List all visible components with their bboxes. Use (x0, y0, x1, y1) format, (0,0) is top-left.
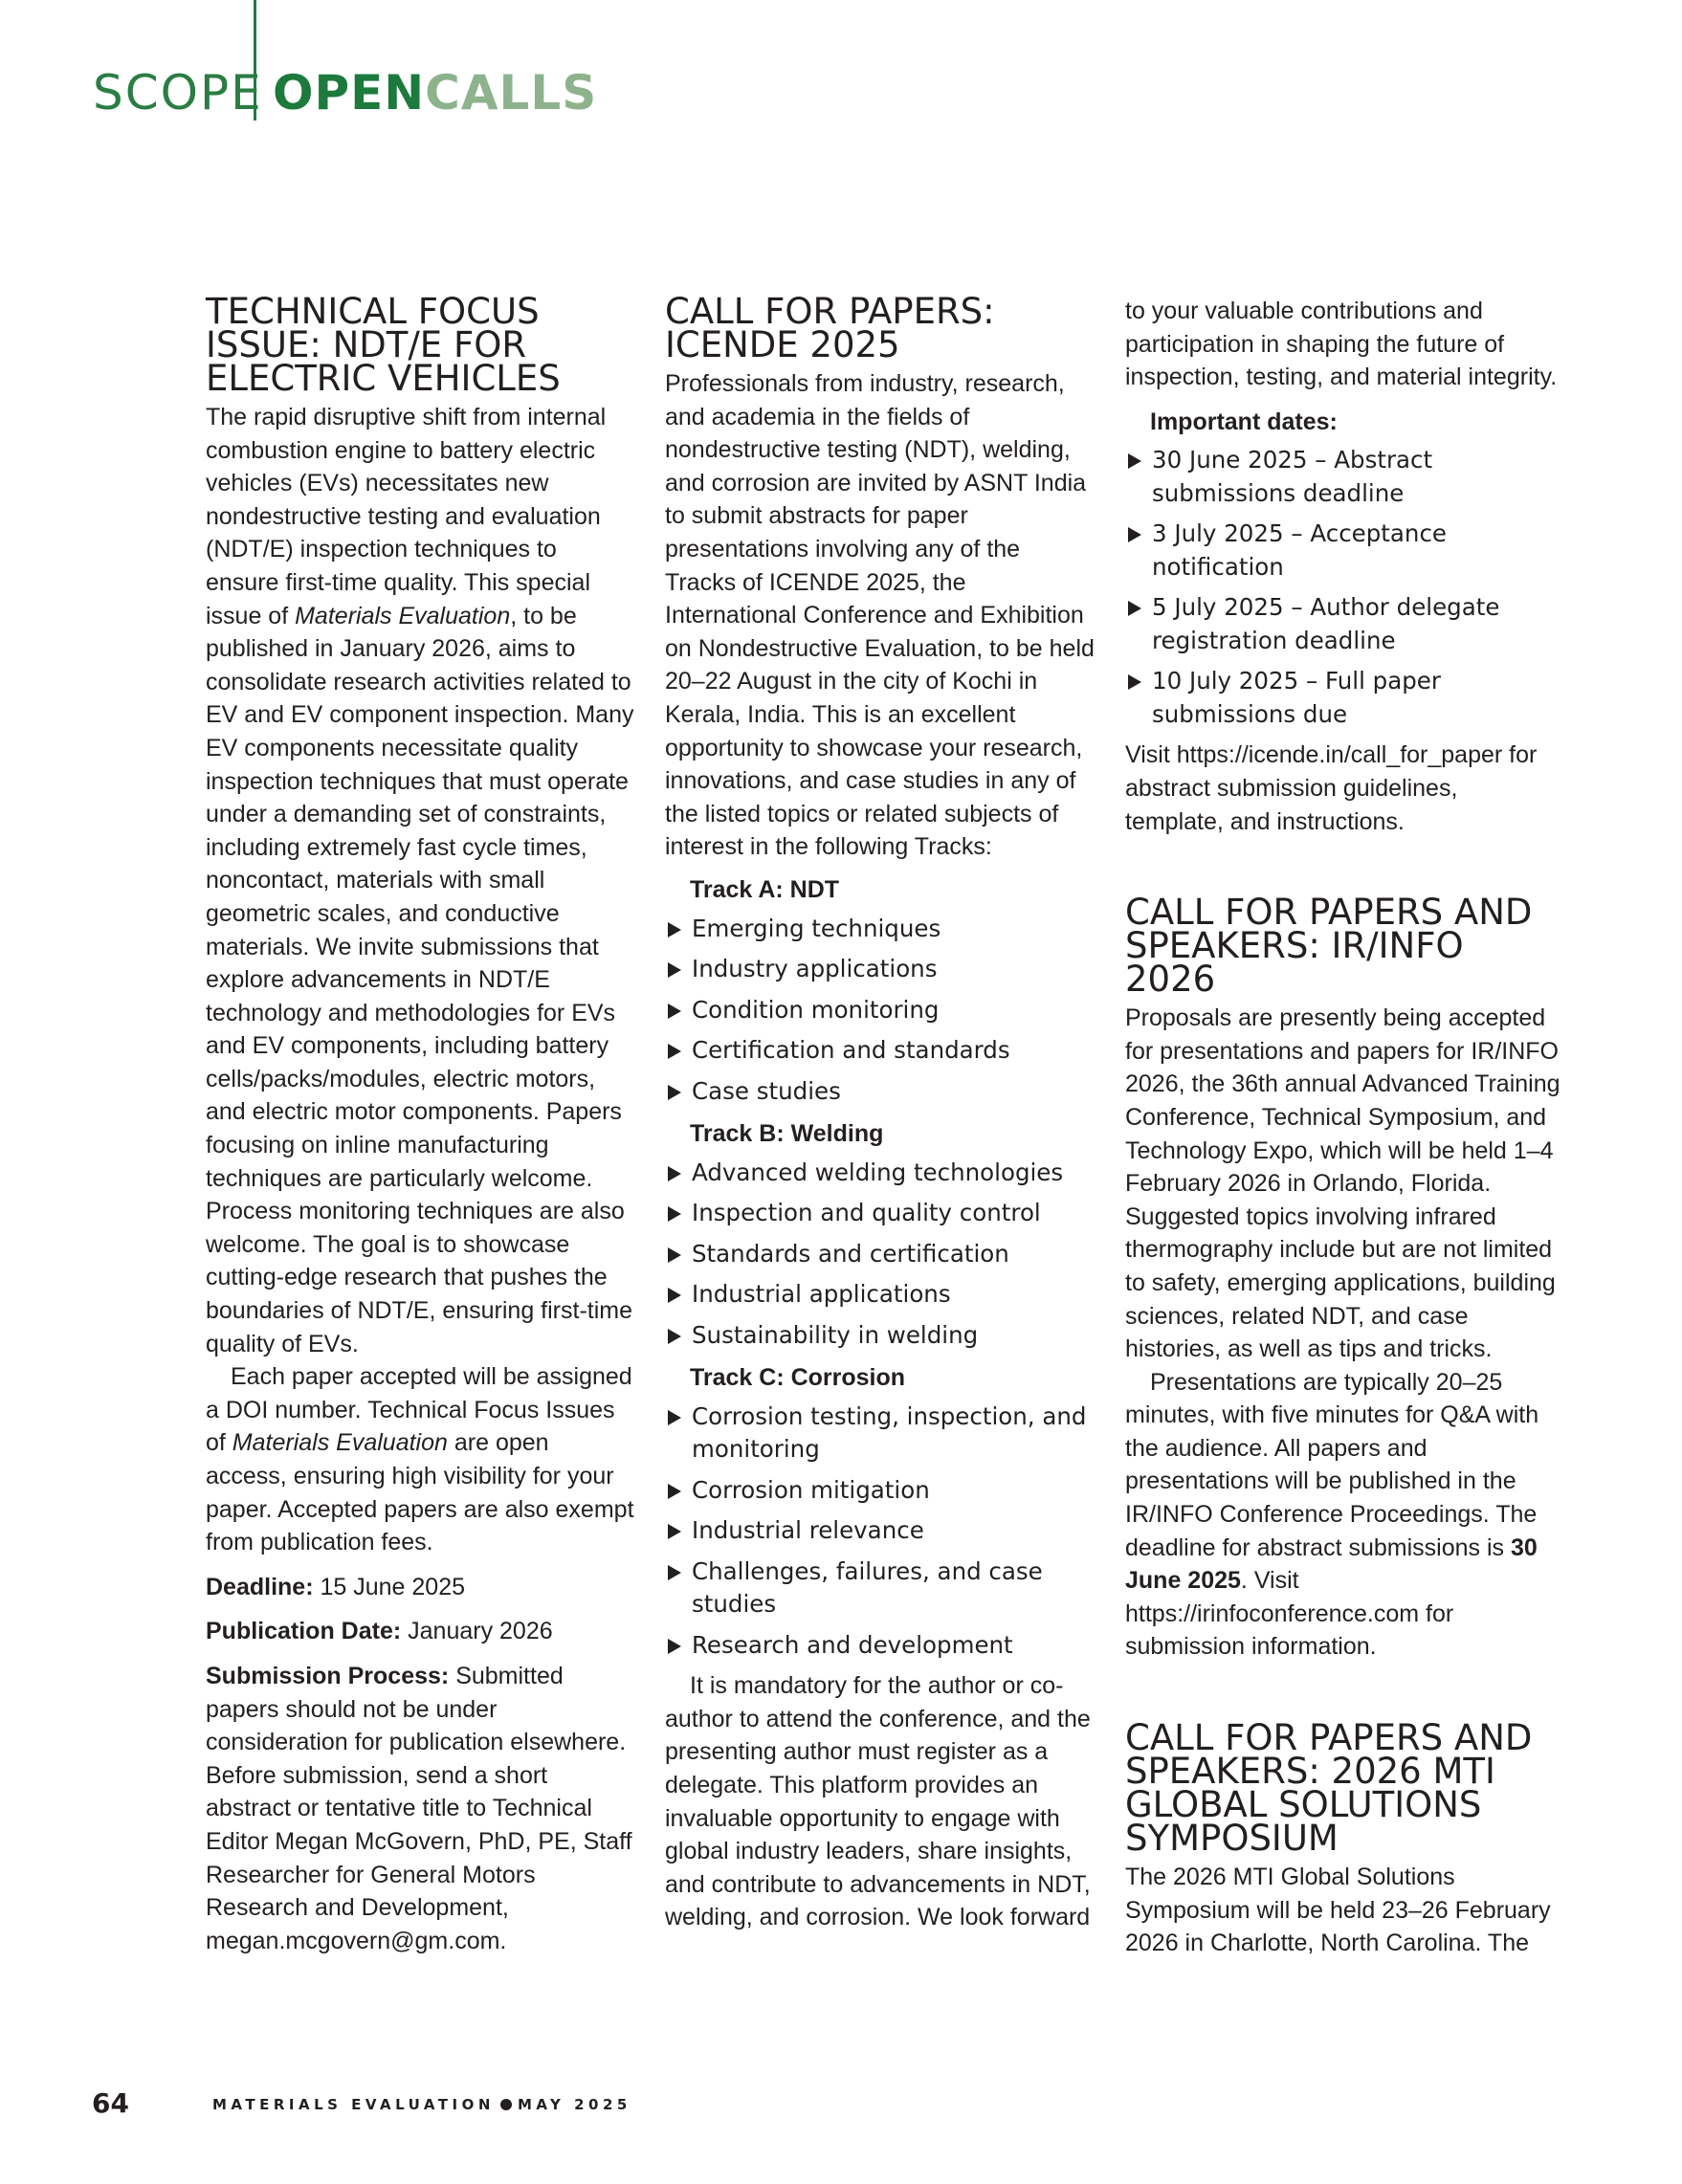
deadline-label: Deadline: (206, 1573, 314, 1600)
triangle-bullet-icon (1128, 601, 1141, 616)
column-icende (665, 291, 1096, 1934)
list-item (665, 1401, 1096, 1467)
list-item-text: Corrosion testing, inspection, and monitoring (692, 1401, 1087, 1464)
section-label: SCOPE (93, 65, 263, 121)
list-item-text: Certification and standards (692, 1036, 1010, 1064)
list-item (665, 1075, 1096, 1109)
list-item (665, 1157, 1096, 1190)
article-paragraph (1125, 1366, 1560, 1664)
list-item-text: Industry applications (692, 955, 938, 982)
deadline-value: 15 June 2025 (313, 1573, 466, 1600)
list-item-text: Corrosion mitigation (692, 1475, 930, 1504)
triangle-bullet-icon (668, 1085, 681, 1100)
triangle-bullet-icon (1128, 674, 1141, 690)
triangle-bullet-icon (668, 1565, 681, 1580)
article-paragraph (206, 401, 636, 1360)
article-paragraph (206, 1360, 636, 1559)
submission-process-label: Submission Process: (206, 1662, 450, 1689)
list-item-text: 30 June 2025 – Abstract submissions deadline (1152, 446, 1433, 507)
track-heading: Track C: Corrosion (690, 1364, 906, 1392)
track-heading: Track A: NDT (690, 875, 840, 903)
bullet-dot-icon (500, 2099, 512, 2110)
department-label (273, 65, 597, 121)
list-item (665, 1197, 1096, 1230)
list-item (665, 1555, 1096, 1621)
triangle-bullet-icon (668, 1206, 681, 1222)
article-paragraph: Proposals are presently being accepted for presentations and papers for IR/INFO 2026, the 36th annual Advanced Training Conference, Technical Symposium, and Technology Expo, which will be held 1–4 February 2026 in Orlando, Florida. Suggested topics involving infrared thermography include but are not limited to safety, emerging applications, building sciences, related NDT, and case histories, as well as tips and tricks. (1125, 1004, 1560, 1363)
list-item (665, 1629, 1096, 1663)
list-item-text: Advanced welding technologies (692, 1158, 1064, 1186)
list-item (665, 913, 1096, 946)
section-spacer (1125, 1664, 1560, 1721)
triangle-bullet-icon (668, 1639, 681, 1654)
track-list (665, 913, 1096, 1109)
list-item-text: Condition monitoring (692, 995, 940, 1024)
department-calls: CALLS (425, 65, 598, 121)
list-item-text: 10 July 2025 – Full paper submissions due (1152, 667, 1441, 728)
list-item-text: Industrial applications (692, 1280, 951, 1309)
paragraph-text: , to be published in January 2026, aims to consolidate research activities related to EV and EV component inspection. Many EV components necessitate quality inspection techniques that must operate under a demanding set of constraints, including extremely fast cycle times, noncontact, materials with small geometric scales, and conductive materials. We invite submissions that explore advancements in NDT/E technology and methodologies for EVs and EV components, including battery cells/packs/modules, electric motors, and electric motor components. Papers focusing on inline manufacturing techniques are particularly welcome. Process monitoring techniques are also welcome. The goal is to showcase cutting-edge research that pushes the boundaries of NDT/E, ensuring first-time quality of EVs. (206, 602, 634, 1357)
triangle-bullet-icon (1128, 527, 1141, 542)
department-open: OPEN (273, 65, 426, 121)
section-spacer (1125, 838, 1560, 895)
list-item-text: Standards and certification (692, 1239, 1009, 1268)
list-item (665, 1238, 1096, 1271)
article-paragraph: Visit https://icende.in/call_for_paper for abstract submission guidelines, template, and instructions. (1125, 741, 1538, 835)
magazine-name: MATERIALS EVALUATION (212, 2096, 495, 2113)
triangle-bullet-icon (668, 1484, 681, 1499)
page-number: 64 (92, 2087, 129, 2119)
journal-name: Materials Evaluation (232, 1429, 448, 1457)
list-item-text: Challenges, failures, and case studies (692, 1556, 1043, 1619)
important-dates-heading: Important dates: (1150, 408, 1338, 435)
submission-process-value: Submitted papers should not be under consideration for publication elsewhere. Before submission, send a short abstract or tentative title to Technical Editor Megan McGovern, PhD, PE, Staff Researcher for General Motors Research and Development, megan.mcgovern@gm.com. (206, 1662, 632, 1954)
list-item (665, 1034, 1096, 1068)
paragraph-text: The rapid disruptive shift from internal combustion engine to battery electric vehicles (EVs) necessitates new nondestructive testing and evaluation (NDT/E) inspection techniques to ensure first-time quality. This special issue of (206, 404, 607, 629)
list-item (1125, 444, 1560, 510)
triangle-bullet-icon (668, 1044, 681, 1059)
paragraph-text: Presentations are typically 20–25 minutes, with five minutes for Q&A with the audience. All papers and presentations will be published in the IR/INFO Conference Proceedings. The deadline for abstract submissions is (1125, 1368, 1539, 1561)
triangle-bullet-icon (668, 1247, 681, 1263)
publication-date-line (206, 1615, 636, 1648)
list-item (1125, 518, 1560, 584)
list-item-text: Sustainability in welding (692, 1320, 979, 1349)
triangle-bullet-icon (668, 1329, 681, 1344)
triangle-bullet-icon (668, 1166, 681, 1181)
paragraph-text: Each paper accepted will be assigned a DOI number. Technical Focus Issues of (206, 1363, 632, 1457)
article-title: CALL FOR PAPERS AND SPEAKERS: IR/INFO 2026 (1125, 892, 1533, 1001)
list-item-text: 3 July 2025 – Acceptance notification (1152, 519, 1447, 581)
list-item-text: Industrial relevance (692, 1516, 924, 1545)
list-item (1125, 591, 1560, 657)
track-list (665, 1157, 1096, 1353)
triangle-bullet-icon (668, 1004, 681, 1019)
article-title: CALL FOR PAPERS AND SPEAKERS: 2026 MTI GLOBAL SOLUTIONS SYMPOSIUM (1125, 1717, 1533, 1860)
list-item (665, 953, 1096, 986)
deadline-line (206, 1571, 636, 1604)
list-item (665, 1319, 1096, 1353)
column-continued-calls (1125, 295, 1560, 1960)
article-paragraph: The 2026 MTI Global Solutions Symposium will be held 23–26 February 2026 in Charlotte, North Carolina. The (1125, 1864, 1551, 1957)
list-item (665, 994, 1096, 1027)
triangle-bullet-icon (1128, 453, 1141, 469)
deadline-date: 30 June 2025 (1125, 1533, 1538, 1595)
article-title: CALL FOR PAPERS: ICENDE 2025 (665, 291, 995, 365)
triangle-bullet-icon (668, 962, 681, 978)
issue-date: MAY 2025 (517, 2096, 631, 2113)
article-paragraph: It is mandatory for the author or co-author to attend the conference, and the presenting author must register as a delegate. This platform provides an invaluable opportunity to engage with global industry leaders, share insights, and contribute to advancements in NDT, welding, and corrosion. We look forward (665, 1672, 1091, 1931)
list-item (1125, 665, 1560, 731)
list-item-text: Inspection and quality control (692, 1199, 1041, 1227)
important-dates-list (1125, 444, 1560, 731)
article-paragraph: Professionals from industry, research, and academia in the fields of nondestructive testing (NDT), welding, and corrosion are invited by ASNT India to submit abstracts for paper presentations involving any of the Tracks of ICENDE 2025, the International Conference and Exhibition on Nondestructive Evaluation, to be held 20–22 August in the city of Kochi in Kerala, India. This is an excellent opportunity to showcase your research, innovations, and case studies in any of the listed topics or related subjects of interest in the following Tracks: (665, 370, 1095, 861)
track-heading: Track B: Welding (690, 1120, 884, 1147)
publication-date-label: Publication Date: (206, 1618, 402, 1645)
triangle-bullet-icon (668, 1410, 681, 1425)
article-paragraph: to your valuable contributions and participation in shaping the future of inspection, testing, and material integrity. (1125, 298, 1558, 391)
triangle-bullet-icon (668, 1524, 681, 1539)
magazine-footer (212, 2096, 631, 2113)
article-title: TECHNICAL FOCUS ISSUE: NDT/E FOR ELECTRIC VEHICLES (206, 291, 561, 399)
journal-name: Materials Evaluation (295, 602, 511, 629)
column-technical-focus (206, 291, 636, 1957)
triangle-bullet-icon (668, 1288, 681, 1303)
list-item (665, 1514, 1096, 1548)
list-item-text: Case studies (692, 1076, 841, 1105)
list-item-text: Research and development (692, 1630, 1013, 1659)
list-item (665, 1474, 1096, 1508)
list-item (665, 1278, 1096, 1312)
paragraph-text: . Visit https://irinfoconference.com for submission information. (1125, 1567, 1454, 1661)
list-item-text: Emerging techniques (692, 914, 941, 942)
paragraph-text: are open access, ensuring high visibility for your paper. Accepted papers are also exempt from publication fees. (206, 1429, 634, 1556)
triangle-bullet-icon (668, 922, 681, 938)
list-item-text: 5 July 2025 – Author delegate registration deadline (1152, 593, 1500, 654)
track-list (665, 1401, 1096, 1663)
submission-process-line (206, 1660, 636, 1957)
publication-date-value: January 2026 (401, 1618, 553, 1645)
